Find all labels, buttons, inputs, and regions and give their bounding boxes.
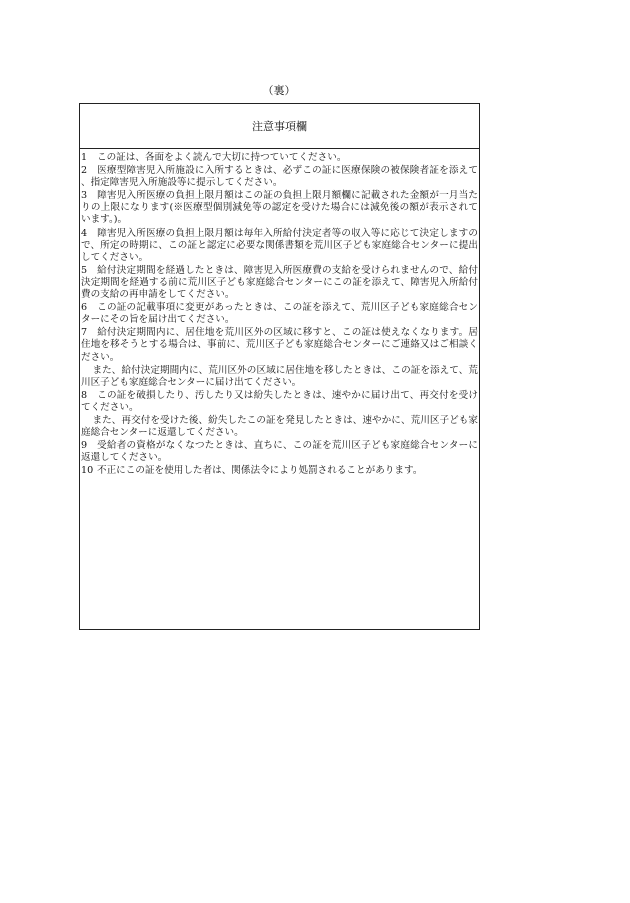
notice-item-number: 9 bbox=[81, 440, 88, 452]
notice-item-number: 4 bbox=[81, 227, 88, 239]
notice-item-text: この証の記載事項に変更があったときは、この証を添えて、荒川区子ども家庭総合センターにその旨を届け出てください。 bbox=[81, 302, 478, 326]
notice-item-number: 2 bbox=[81, 165, 88, 177]
notice-item-text: また、給付決定期間内に、荒川区外の区域に居住地を移したときは、この証を添えて、荒川区子ども家庭総合センターに届け出てください。 bbox=[81, 364, 478, 388]
notice-section bbox=[79, 103, 480, 630]
notice-item-8 bbox=[81, 390, 478, 414]
notice-item-number: 1 bbox=[81, 152, 88, 163]
notice-item-text: 不正にこの証を使用した者は、関係法令により処罰されることがあります。 bbox=[97, 465, 423, 477]
notice-item-text: 給付決定期間を経過したときは、障害児入所医療費の支給を受けられませんので、給付決定期間を経過する前に荒川区子ども家庭総合センターにこの証を添えて、障害児入所給付費の支給の再申請をしてください。 bbox=[81, 264, 478, 301]
notice-section-title: 注意事項欄 bbox=[80, 104, 479, 149]
notice-item-6 bbox=[81, 302, 478, 326]
notice-item-number: 3 bbox=[81, 190, 88, 202]
notice-item-1 bbox=[81, 152, 478, 164]
notice-item-number: 6 bbox=[81, 302, 88, 314]
notice-item-10 bbox=[81, 465, 478, 477]
notice-item-2 bbox=[81, 165, 478, 189]
page-side-label: （裏） bbox=[262, 84, 296, 97]
notice-item-text: 障害児入所医療の負担上限月額は毎年入所給付決定者等の収入等に応じて決定しますので、所定の時期に、この証と認定に必要な関係書類を荒川区子ども家庭総合センターに提出してください。 bbox=[81, 227, 478, 263]
notice-item-3 bbox=[81, 190, 478, 226]
notice-item-text: 受給者の資格がなくなつたときは、直ちに、この証を荒川区子ども家庭総合センターに返還してください。 bbox=[81, 440, 478, 464]
notice-item-number: 7 bbox=[81, 327, 88, 339]
notice-item-text: 医療型障害児入所施設に入所するときは、必ずこの証に医療保険の被保険者証を添えて、指定障害児入所施設等に提示してください。 bbox=[81, 165, 478, 189]
notice-item-4 bbox=[81, 228, 478, 264]
notice-item-text: この証は、各面をよく読んで大切に持つていてください。 bbox=[97, 152, 347, 163]
notice-item-9 bbox=[81, 440, 478, 464]
notice-item-number: 8 bbox=[81, 389, 88, 401]
notice-list bbox=[80, 149, 479, 477]
notice-item-text: また、再交付を受けた後、紛失したこの証を発見したときは、速やかに、荒川区子ども家庭総合センターに返還してください。 bbox=[81, 414, 478, 439]
notice-item-7 bbox=[81, 327, 478, 363]
notice-item-number: 5 bbox=[81, 264, 88, 276]
notice-item-text: 給付決定期間内に、居住地を荒川区外の区域に移すと、この証は使えなくなります。居住地を移そうとする場合は、事前に、荒川区子ども家庭総合センターにご連絡又はご相談ください。 bbox=[81, 327, 478, 363]
notice-item-7-continued bbox=[81, 365, 478, 389]
notice-item-text: 障害児入所医療の負担上限月額はこの証の負担上限月額欄に記載された金額が一月当たりの上限になります(※医療型個別減免等の認定を受けた場合には減免後の額が表示されています。)。 bbox=[81, 190, 478, 226]
notice-item-text: この証を破損したり、汚したり又は紛失したときは、速やかに届け出て、再交付を受けてください。 bbox=[81, 389, 478, 413]
notice-item-8-continued bbox=[81, 415, 478, 439]
notice-item-5 bbox=[81, 265, 478, 301]
notice-item-number: 10 bbox=[81, 465, 94, 477]
